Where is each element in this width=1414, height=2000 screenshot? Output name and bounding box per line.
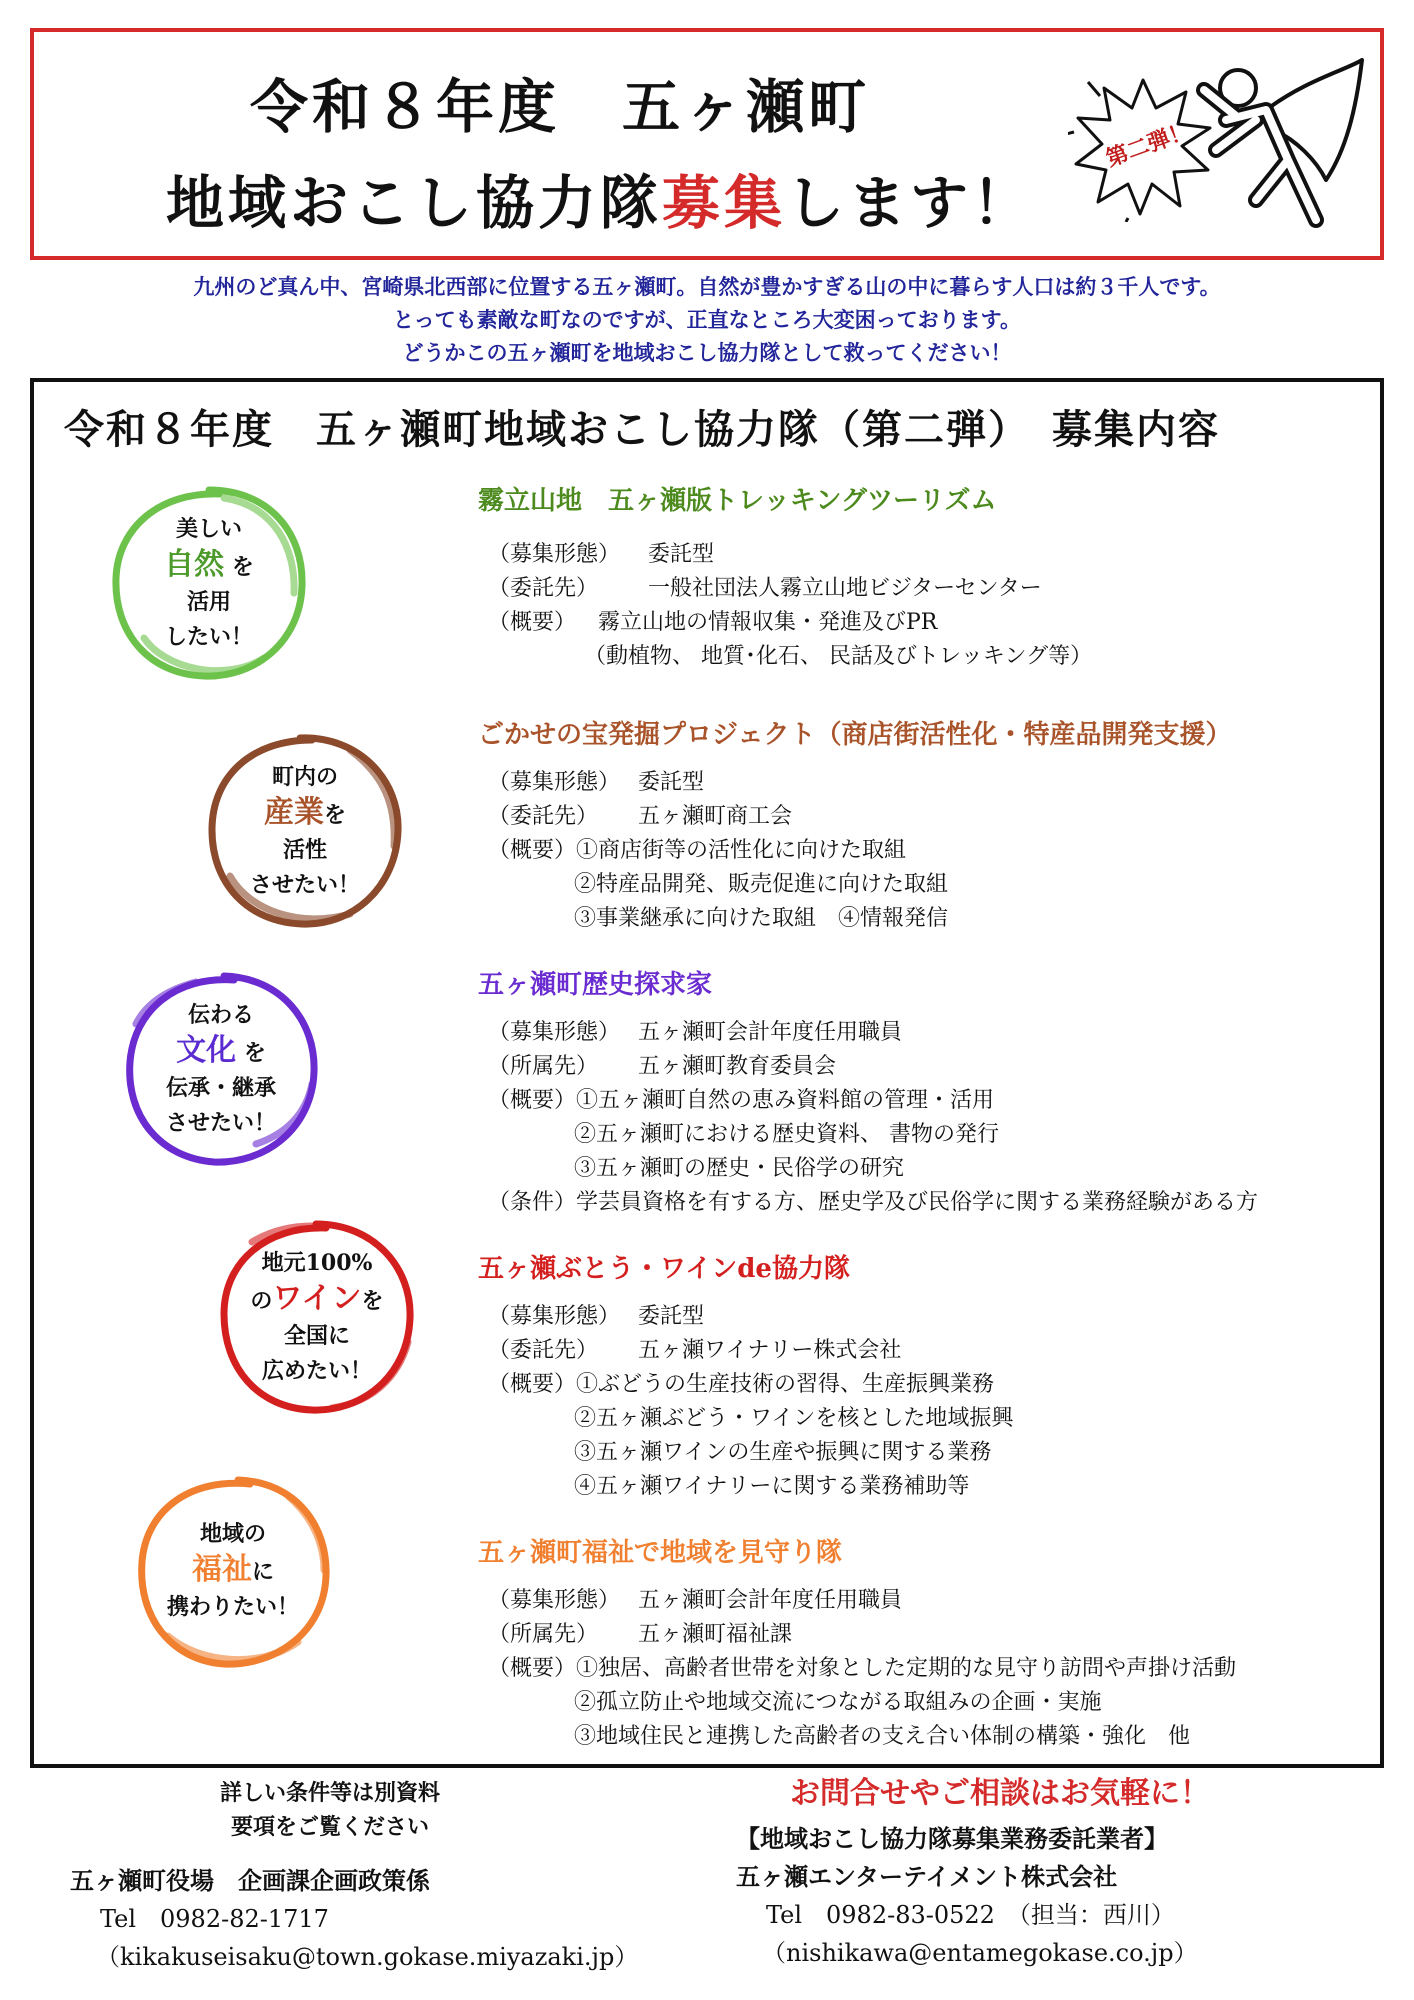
office-tel: Tel 0982-82-1717: [100, 1905, 329, 1933]
section-trekking-title: 霧立山地 五ヶ瀬版トレッキングツーリズム: [478, 486, 997, 516]
footer-note: [180, 1776, 480, 1844]
circle-industry-keyword: 産業: [263, 794, 324, 830]
circle-industry: [200, 726, 410, 936]
circle-nature-suffix: を: [231, 553, 254, 580]
circle-wine-line3: 全国に: [283, 1322, 350, 1349]
office-name: 五ヶ瀬町役場 企画課企画政策係: [70, 1866, 430, 1895]
section-welfare-title: 五ヶ瀬町福祉で地域を見守り隊: [478, 1538, 843, 1568]
row-extra: ③事業継承に向けた取組 ④情報発信: [574, 906, 949, 931]
row-value: ①ぶどうの生産技術の習得、生産振興業務: [576, 1372, 995, 1397]
contact-heading: お問合せやご相談はお気軽に！: [790, 1776, 1210, 1811]
circle-wine-line4: 広めたい！: [261, 1357, 372, 1384]
title-line-1: 令和８年度 五ヶ瀬町: [249, 73, 870, 141]
row-value: 学芸員資格を有する方、歴史学及び民俗学に関する業務経験がある方: [576, 1190, 1259, 1215]
circle-nature-keyword: 自然: [164, 546, 225, 582]
company-email: （nishikawa@entamegokase.co.jp）: [762, 1939, 1198, 1967]
row-extra: ③五ヶ瀬町の歴史・民俗学の研究: [574, 1156, 905, 1181]
circle-industry-line3: 活性: [282, 836, 327, 863]
circle-wine-line1: 地元100%: [261, 1249, 373, 1276]
row-label: （募集形態）: [488, 1304, 621, 1329]
circle-wine-prefix: の: [250, 1287, 273, 1314]
circle-culture-keyword: 文化: [176, 1032, 237, 1068]
circle-nature: [104, 478, 314, 688]
row-extra: ③地域住民と連携した高齢者の支え合い体制の構築・強化 他: [574, 1724, 1191, 1749]
office-email: （kikakuseisaku@town.gokase.miyazaki.jp）: [96, 1943, 639, 1971]
row-value: ①独居、高齢者世帯を対象とした定期的な見守り訪問や声掛け活動: [576, 1656, 1237, 1681]
row-value: 一般社団法人霧立山地ビジターセンター: [648, 576, 1042, 601]
section-welfare-body: [488, 1584, 1236, 1754]
circle-nature-line1: 美しい: [175, 515, 242, 542]
section-trekking-body: [488, 538, 1092, 674]
circle-welfare-suffix: に: [251, 1559, 274, 1585]
company-tel: Tel 0982-83-0522 （担当：西川）: [766, 1901, 1175, 1929]
circle-culture-line3: 伝承・継承: [165, 1074, 276, 1101]
section-history-body: [488, 1016, 1258, 1220]
row-value: ①商店街等の活性化に向けた取組: [576, 838, 907, 863]
circle-welfare-keyword: 福祉: [191, 1552, 252, 1587]
row-label: （概要）: [488, 1656, 577, 1681]
circle-welfare-line3: 携わりたい！: [166, 1594, 299, 1620]
row-value: 五ヶ瀬町会計年度任用職員: [638, 1588, 903, 1613]
title-part-red: 募集: [661, 169, 786, 237]
row-label: （募集形態）: [488, 1588, 621, 1613]
row-label: （委託先）: [488, 576, 599, 601]
title-part-a: 地域おこし協力隊: [165, 169, 662, 237]
circle-nature-line3: 活用: [186, 588, 231, 615]
row-value: 五ヶ瀬ワイナリー株式会社: [638, 1338, 902, 1363]
row-label: （概要）: [488, 610, 577, 635]
section-wine-body: [488, 1300, 1013, 1504]
circle-industry-line1: 町内の: [271, 763, 338, 790]
row-extra: （動植物、 地質･化石、 民話及びトレッキング等）: [584, 644, 1093, 669]
footer-company-contact: [736, 1820, 1198, 1972]
footer-office-contact: [70, 1862, 638, 1976]
row-extra: ②五ヶ瀬ぶどう・ワインを核とした地域振興: [574, 1406, 1014, 1431]
circle-industry-line4: させたい！: [249, 871, 360, 898]
row-label: （募集形態）: [488, 1020, 621, 1045]
section-treasure-body: [488, 766, 948, 936]
row-label: （概要）: [488, 1088, 577, 1113]
footer-note-line2: 要項をご覧ください: [230, 1814, 429, 1840]
section-history-title: 五ヶ瀬町歴史探求家: [478, 970, 713, 1000]
row-value: 五ヶ瀬町福祉課: [638, 1622, 793, 1647]
section-treasure-title: ごかせの宝発掘プロジェクト（商店街活性化・特産品開発支援）: [478, 720, 1232, 750]
row-value: 五ヶ瀬町会計年度任用職員: [638, 1020, 903, 1045]
contractor-label: 【地域おこし協力隊募集業務委託業者】: [736, 1824, 1168, 1853]
circle-wine-suffix: を: [361, 1287, 384, 1314]
row-value: 委託型: [648, 542, 715, 567]
row-extra: ②五ヶ瀬町における歴史資料、 書物の発行: [574, 1122, 999, 1147]
circle-culture-suffix: を: [243, 1039, 266, 1066]
intro-text: [40, 270, 1374, 369]
circle-wine-keyword: ワイン: [272, 1280, 362, 1316]
circle-nature-line4: したい！: [164, 623, 253, 650]
circle-welfare-line1: 地域の: [199, 1521, 266, 1547]
circle-culture-line1: 伝わる: [187, 1001, 254, 1028]
circle-wine: [212, 1212, 422, 1422]
row-extra: ④五ヶ瀬ワイナリーに関する業務補助等: [574, 1474, 970, 1499]
row-value: 委託型: [638, 770, 705, 795]
footer-note-line1: 詳しい条件等は別資料: [219, 1780, 440, 1806]
row-label: （所属先）: [488, 1622, 599, 1647]
row-label: （委託先）: [488, 1338, 599, 1363]
circle-culture-line4: させたい！: [165, 1109, 276, 1136]
row-label: （募集形態）: [488, 542, 621, 567]
row-label: （概要）: [488, 1372, 577, 1397]
row-label: （条件）: [488, 1190, 577, 1215]
intro-line-2: とっても素敵な町なのですが、正直なところ大変困っております。: [393, 307, 1021, 332]
flying-hero-icon: [1196, 50, 1366, 230]
row-value: 委託型: [638, 1304, 705, 1329]
row-extra: ③五ヶ瀬ワインの生産や振興に関する業務: [574, 1440, 992, 1465]
row-extra: ②孤立防止や地域交流につながる取組みの企画・実施: [574, 1690, 1102, 1715]
row-label: （募集形態）: [488, 770, 621, 795]
intro-line-3: どうかこの五ヶ瀬町を地域おこし協力隊として救ってください！: [402, 340, 1012, 365]
intro-line-1: 九州のど真ん中、宮崎県北西部に位置する五ヶ瀬町。自然が豊かすぎる山の中に暮らす人口は約３千人です。: [193, 274, 1221, 299]
row-value: ①五ヶ瀬町自然の恵み資料館の管理・活用: [576, 1088, 995, 1113]
badge-label: 第二弾！: [1102, 117, 1195, 173]
title-part-b: します！: [786, 169, 1035, 237]
company-name: 五ヶ瀬エンターテイメント株式会社: [736, 1862, 1118, 1891]
row-value: 五ヶ瀬町商工会: [638, 804, 793, 829]
circle-welfare: [128, 1466, 338, 1676]
row-extra: ②特産品開発、販売促進に向けた取組: [574, 872, 949, 897]
recruitment-title: 令和８年度 五ヶ瀬町地域おこし協力隊（第二弾） 募集内容: [64, 406, 1220, 453]
row-label: （所属先）: [488, 1054, 599, 1079]
circle-culture: [116, 964, 326, 1174]
circle-industry-suffix: を: [323, 801, 346, 828]
title-line-2: [140, 156, 1060, 240]
section-wine-title: 五ヶ瀬ぶとう・ワインde協力隊: [478, 1254, 850, 1284]
row-label: （概要）: [488, 838, 577, 863]
row-value: 五ヶ瀬町教育委員会: [638, 1054, 837, 1079]
row-label: （委託先）: [488, 804, 599, 829]
row-value: 霧立山地の情報収集・発進及びPR: [598, 610, 938, 635]
